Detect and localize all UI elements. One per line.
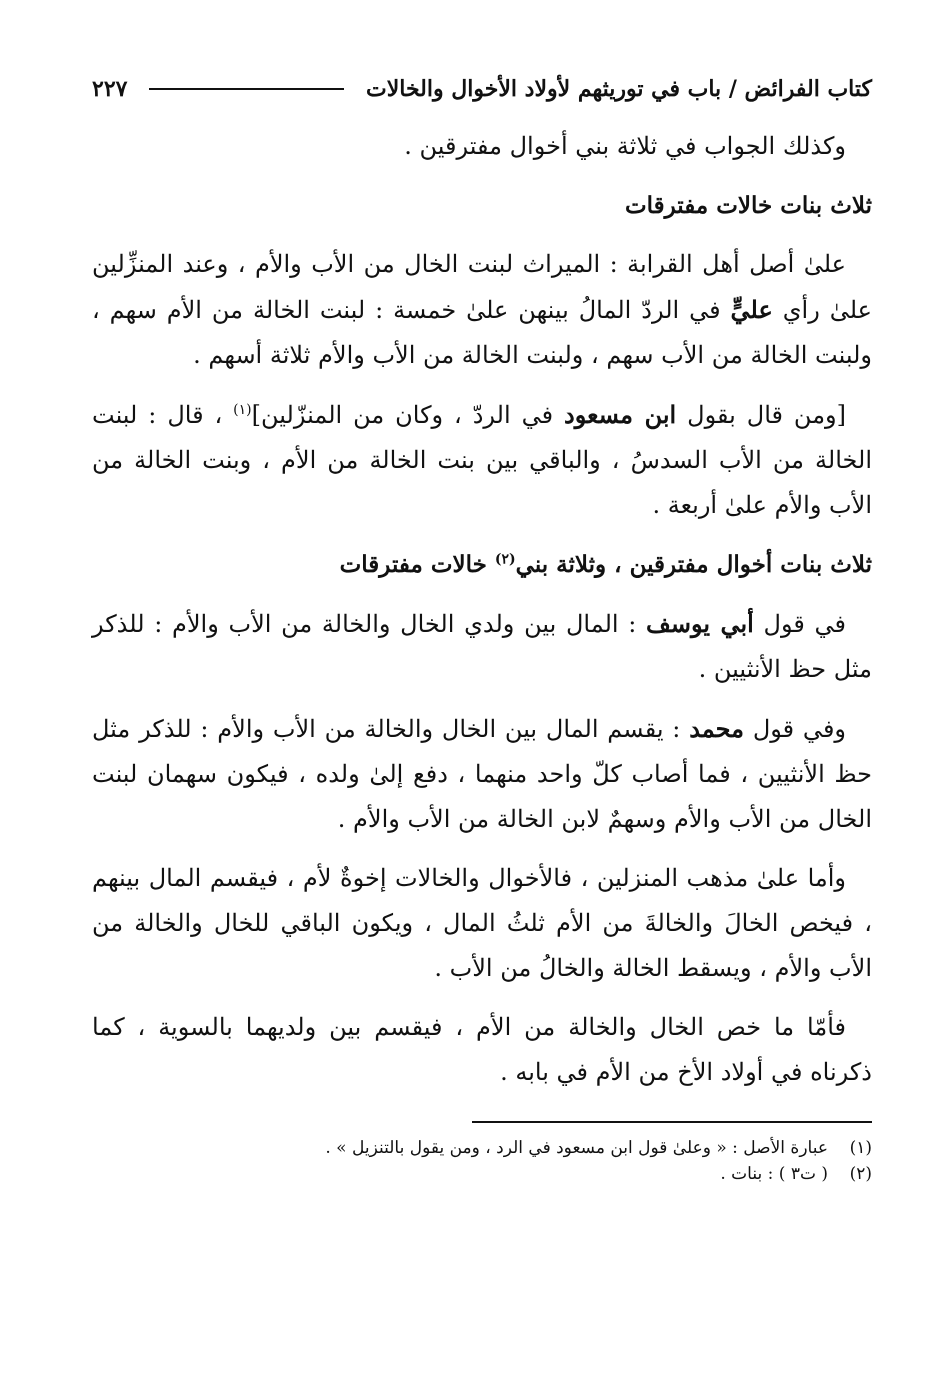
footnote-number: (٢) (849, 1164, 872, 1184)
section-heading-2-part-b: خالات مفترقات (339, 551, 495, 578)
footnote-text: عبارة الأصل : « وعلىٰ قول ابن مسعود في الرد ، ومن يقول بالتنزيل » . (325, 1138, 828, 1158)
body-text (92, 124, 872, 1095)
footnote-text: ( ت٣ ) : بنات . (720, 1164, 828, 1184)
name-abu-yusuf: أبي يوسف (646, 609, 754, 638)
paragraph-4 (92, 601, 872, 692)
footnote-rule (472, 1121, 872, 1123)
header-rule (149, 88, 344, 90)
page-number: ٢٢٧ (92, 76, 128, 102)
section-heading-1: ثلاث بنات خالات مفترقات (624, 192, 872, 219)
paragraph-2-part-c: في الردّ المالُ بينهن علىٰ خمسة : لبنت الخالة من الأم سهم ، ولبنت الخالة من الأب سهم ، ولبنت الخالة من الأب والأم ثلاثة أسهم . (92, 296, 872, 369)
paragraph-3 (92, 392, 872, 528)
footnote-ref-2: (٢) (494, 551, 516, 568)
paragraph-2-part-a: علىٰ أصل أهل القرابة : الميراث لبنت الخال من الأب والأم ، وعند المنزِّلين علىٰ رأي (92, 250, 872, 324)
paragraph-7: فأمّا ما خص الخال والخالة من الأم ، فيقسم بين ولديهما بالسوية ، كما ذكرناه في أولاد الأخ من الأم في بابه . (92, 1013, 872, 1086)
paragraph-5-part-c: : يقسم المال بين الخال والخالة من الأب والأم : للذكر مثل حظ الأنثيين ، فما أصاب كلّ واحد منهما ، دفع إلىٰ ولده ، فيكون سهمان لبنت الخال من الأب والأم وسهمٌ لابن الخالة من الأب والأم . (92, 715, 872, 833)
footnote-1 (92, 1135, 872, 1161)
paragraph-4-part-c: : المال بين ولدي الخال والخالة من الأب والأم : للذكر مثل حظ الأنثيين . (92, 610, 872, 683)
name-ibn-masud: ابن مسعود (564, 400, 677, 429)
footnote-number: (١) (849, 1138, 872, 1158)
name-muhammad: محمد (689, 714, 745, 743)
paragraph-3-part-c: في الردّ ، وكان من المنزّلين] (251, 401, 565, 429)
paragraph-4-part-a: في قول (753, 610, 846, 638)
paragraph-2 (92, 242, 872, 378)
section-heading-2-part-a: ثلاث بنات أخوال مفترقين ، وثلاثة بني (515, 551, 872, 578)
paragraph-1: وكذلك الجواب في ثلاثة بني أخوال مفترقين . (404, 132, 846, 160)
running-header (92, 72, 872, 106)
paragraph-6: وأما علىٰ مذهب المنزلين ، فالأخوال والخالات إخوةٌ لأم ، فيقسم المال بينهم ، فيخص الخالَ والخالةَ من الأم ثلثُ المال ، ويكون الباقي للخال والخالة من الأب والأم ، ويسقط الخالة والخالُ من الأب . (92, 864, 872, 982)
section-heading-2 (92, 542, 872, 587)
footnote-ref-1: (١) (233, 402, 252, 418)
paragraph-5-part-a: وفي قول (744, 715, 847, 743)
running-header-title: كتاب الفرائض / باب في توريثهم لأولاد الأخوال والخالات (366, 76, 872, 102)
paragraph-3-part-a: [ومن قال بقول (676, 401, 847, 429)
book-page (92, 72, 872, 1352)
name-ali: عليٍّ (730, 295, 773, 324)
footnote-2 (92, 1161, 872, 1187)
paragraph-5 (92, 706, 872, 842)
paragraph-3-part-d: ، قال : لبنت الخالة من الأب السدسُ ، والباقي بين بنت الخالة من الأم ، وبنت الخالة من الأب والأم علىٰ أربعة . (92, 401, 873, 519)
footnotes (92, 1135, 872, 1187)
